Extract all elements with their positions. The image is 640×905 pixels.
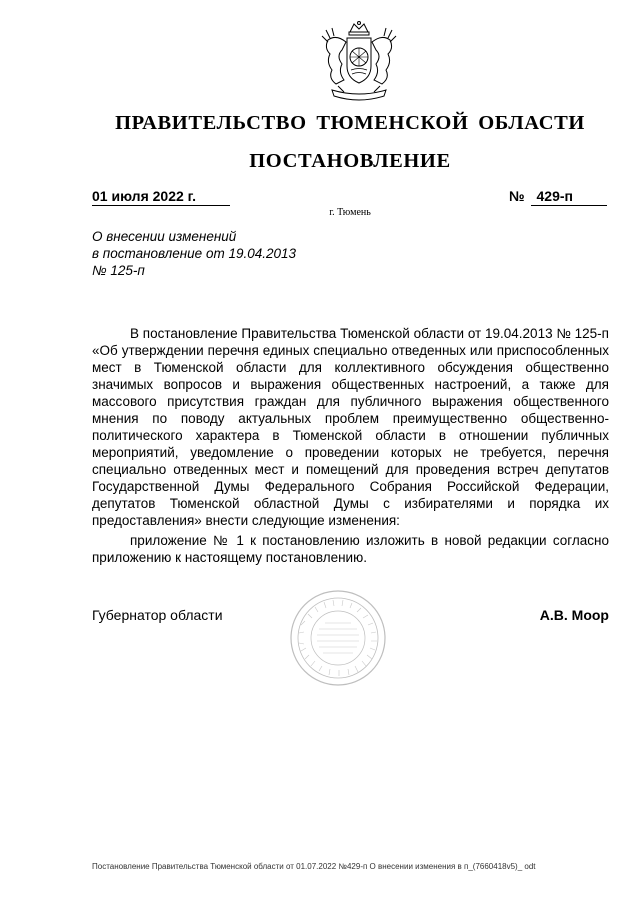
signer-position: Губернатор области: [92, 607, 223, 623]
document-footer: Постановление Правительства Тюменской области от 01.07.2022 №429-п О внесении изменения в п_(7660418v5)_ odt: [92, 862, 536, 871]
official-seal-icon: [289, 589, 387, 687]
subject-line: в постановление от 19.04.2013: [92, 246, 297, 261]
body-paragraph: приложение № 1 к постановлению изложить в новой редакции согласно приложению к настоящему постановлению.: [92, 533, 609, 565]
coat-of-arms-icon: [314, 20, 404, 106]
document-type: ПОСТАНОВЛЕНИЕ: [249, 150, 451, 172]
document-date: 01 июля 2022 г.: [92, 188, 230, 206]
body-paragraph: В постановление Правительства Тюменской области от 19.04.2013 № 125-п «Об утверждении перечня единых специально отведенных или приспособленных мест в Тюменской области для коллективного обсуждения общественно значимых вопросов и выражения общественных настроений, а также для массового присутствия граждан для публичного выражения общественного мнения по поводу актуальных проблем преимущественно общественно-политического характера в Тюменской области в отношении публичных мероприятий, уведомление о проведении которых не требуется, перечня специально отведенных мест и помещений для проведения встреч депутатов Государственной Думы Федерального Собрания Российской Федерации, депутатов Тюменской областной Думы с избирателями и порядка их предоставления» внести следующие изменения:: [92, 326, 609, 528]
number-value: 429-п: [531, 188, 607, 206]
document-number: [509, 188, 607, 206]
signer-name: А.В. Моор: [539, 607, 609, 623]
document-body: [92, 325, 609, 569]
subject-line: № 125-п: [92, 263, 145, 278]
government-title: ПРАВИТЕЛЬСТВО ТЮМЕНСКОЙ ОБЛАСТИ: [115, 112, 585, 134]
document-city: г. Тюмень: [329, 207, 371, 218]
number-label: №: [509, 188, 525, 204]
subject-line: О внесении изменений: [92, 229, 237, 244]
document-subject: [92, 228, 352, 279]
